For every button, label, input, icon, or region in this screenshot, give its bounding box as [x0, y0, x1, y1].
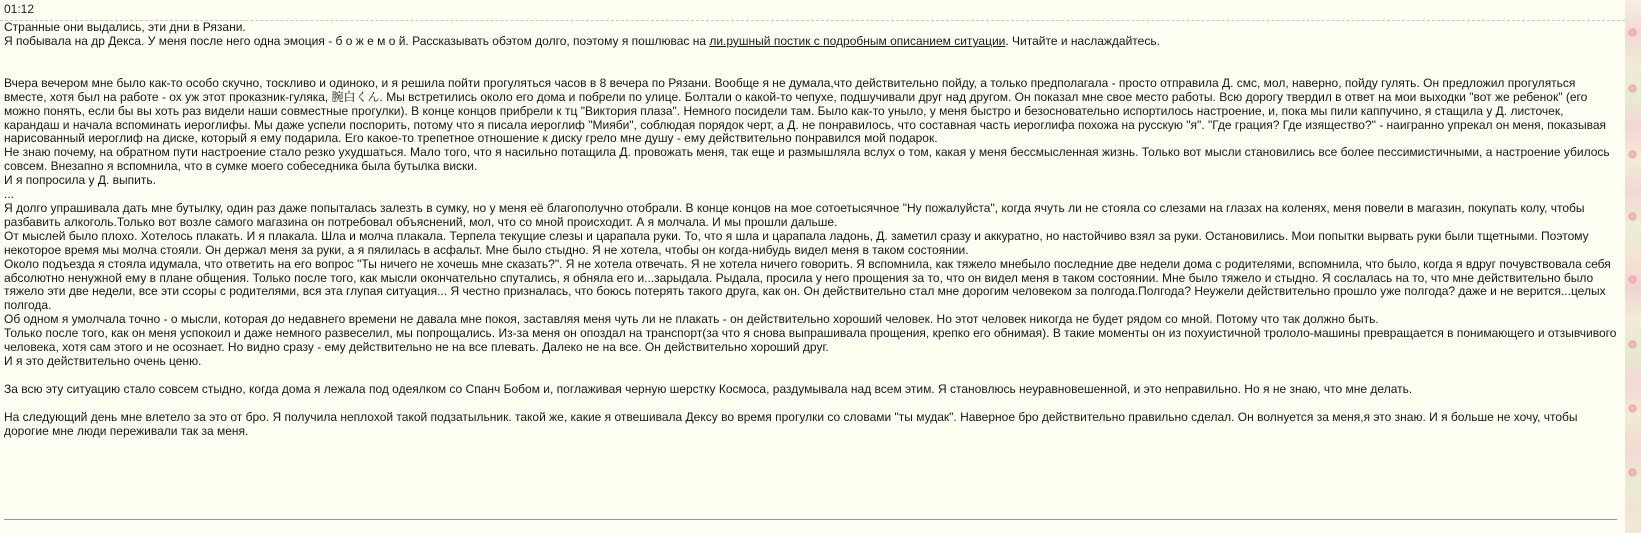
paragraph-shame: За всю эту ситуацию стало совсем стыдно, когда дома я лежала под одеялком со Спанч Бобом и, поглаживая черную шерстку Космоса, раздумывала над всем этим. Я становлюсь неуравновешенной, и это неправильно. Но я не знаю, что мне делать. [4, 381, 1413, 396]
floral-border [1625, 0, 1641, 533]
paragraph-goodbye: Только после того, как он меня успокоил и даже немного развеселил, мы попрощались. Из-за меня он опоздал на транспорт(за что я снова выпрашивала прощения, крепко его обнимая). В такие моменты он из похуистичной трололо-машины превращается в понимающего и отзывчивого человека, хотя сам этого и не осознает. Но видно сразу - ему действительно не на все плевать. Далеко не на все. Он действительно хороший друг. [4, 326, 1617, 355]
flower-icon [1628, 468, 1637, 477]
flower-icon [1628, 340, 1637, 349]
paragraph-mood: Не знаю почему, на обратном пути настроение стало резко ухудшаться. Мало того, что я насильно потащила Д. провожать меня, так еще и размышляла вслух о том, какая у меня бессмысленная жизнь. Только вот мысли становились все более пессимистичными, а настроение убилось совсем. Внезапно я вспомнила, что в сумке моего собеседника была бутылка виски. [4, 145, 1610, 174]
intro-text-after: . Читайте и наслаждайтесь. [1005, 33, 1160, 48]
flower-icon [1628, 212, 1637, 221]
paragraph-walk: Вчера вечером мне было как-то особо скучно, тоскливо и одиноко, и я решила пойти прогуляться часов в 8 вечера по Рязани. Вообще я не думала,что действительно пойду, а только предполагала - просто отправила Д. смс, мол, наверно, пойду гулять. Он предложил прогуляться вместе, хотя был на работе - ох уж этот проказник-гуляка, 腕白くん. Мы встретились около его дома и побрели по улице. Болтали о какой-то чепухе, подшучивали друг над другом. Он показал мне свое место работы. Всю дорогу твердил в ответ на мои выходки "вот же ребенок" (его можно понять, если бы вы хоть раз видели наши совместные прогулки). В конце концов прибрели к тц "Виктория плаза". Немного посидели там. Было как-то уныло, у меня быстро и безосновательно испортилось настроение, и, пока мы пили каппучино, я стащила у Д. листочек, карандаш и начала вспоминать иероглифы. Мы даже успели поспорить, потому что я писала иероглиф "Мияби", соблюдая порядок черт, а Д. не понравилось, что составная часть иероглифа похожа на русскую "я". "Где грация? Где изящество?" - наигранно упрекал он меня, показывая нарисованный иероглиф на диске, который я ему подарила. Его какое-то трепетное отношение к диску грело мне душу - ему действительно понравился мой подарок. [4, 75, 1607, 146]
flower-icon [1628, 404, 1637, 413]
post-link[interactable]: ли.рушный постик с подробным описанием ситуации [709, 33, 1006, 48]
spacer [4, 397, 1621, 411]
flower-icon [1628, 275, 1637, 284]
paragraph-ellipsis: ... [4, 187, 15, 202]
paragraph-ask: И я попросила у Д. выпить. [4, 173, 156, 188]
spacer [4, 369, 1621, 383]
paragraph-value: И я это действительно очень ценю. [4, 353, 202, 368]
paragraph-bottle: Я долго упрашивала дать мне бутылку, один раз даже попыталась залезть в сумку, но у меня её благополучно отобрали. В конце концов на мое сотоетысячное "Ну пожалуйста", когда ячуть ли не стояла со слезами на глазах на коленях, меня повели в магазин, покупать колу, чтобы разбавить алкоголь.Только вот возле самого магазина он потребовал объяснений, мол, что со мной происходит. А я молчала. И мы прошли дальше. [4, 200, 1585, 229]
top-divider [0, 20, 1625, 21]
flower-icon [1628, 28, 1637, 37]
intro-line-1: Странные они выдались, эти дни в Рязани. [4, 20, 246, 34]
flower-icon [1628, 150, 1637, 159]
intro-line-2 [4, 35, 1621, 49]
flower-icon [1628, 84, 1637, 93]
paragraph-next-day: На следующий день мне влетело за это от бро. Я получила неплохой такой подзатыльник. такой же, какие я отвешивала Дексу во время прогулки со словами "ты мудак". Наверное бро действительно правильно сделал. Он волнуется за меня,я это знаю. И я больше не хочу, чтобы дорогие мне люди переживали так за меня. [4, 409, 1578, 438]
paragraph-silence: Об одном я умолчала точно - о мысли, которая до недавнего времени не давала мне покоя, заставляя меня чуть ли не плакать - он действительно хороший человек. Но этот человек никогда не будет рядом со мной. Потому что так должно быть. [4, 312, 1379, 327]
paragraph-crying: От мыслей было плохо. Хотелось плакать. И я плакала. Шла и молча плакала. Терпела текущие слезы и царапала руки. То, что я шла и царапала ладонь, Д. заметил сразу и аккуратно, но настойчиво взял за руки. Остановились. Мои попытки вырвать руки были тщетными. Поэтому некоторое время мы молча стояли. Он держал меня за руки, а я пялилась в асфальт. Мне было стыдно. Я не хотела, чтобы он когда-нибудь видел меня в таком состоянии. [4, 228, 1589, 257]
paragraph-entrance: Около подъезда я стояла идумала, что ответить на его вопрос "Ты ничего не хочешь мне сказать?". Я не хотела отвечать. Я не хотела ничего говорить. Я вспомнила, как тяжело мнебыло последние две недели дома с родителями, вспомнила, что было, когда я вдруг почувствовала себя абсолютно ненужной ему в плане общения. Только после того, как мысли окончательно спутались, я обняла его и...зарыдала. Рыдала, просила у него прощения за то, что он видел меня в таком состоянии. Мне было тяжело и стыдно. Я сослалась на то, что мне действительно было тяжело эти две недели, все эти ссоры с родителями, вся эта глупая ситуация... Я честно призналась, что боюсь потерять такого друга, как он. Он действительно стал мне дорогим человеком за полгода.Полгода? Неужели действительно прошло уже полгода? даже и не верится...целых полгода. [4, 256, 1611, 313]
bottom-divider [4, 519, 1617, 520]
intro-text-before: Я побывала на др Декса. У меня после него одна эмоция - б о ж е м о й. Рассказывать обэтом долго, поэтому я пошлюваc на [4, 33, 710, 48]
post-time: 01:12 [4, 2, 35, 16]
spacer [4, 49, 1621, 77]
